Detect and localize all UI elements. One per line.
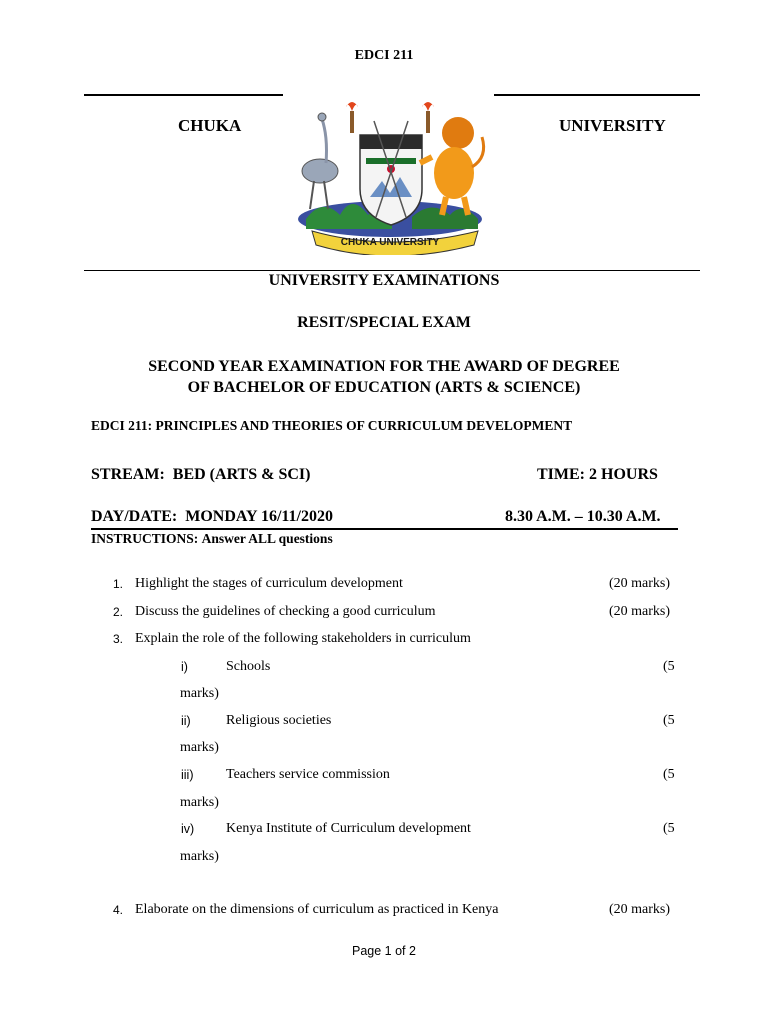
logo-torch-right [422, 102, 434, 111]
question-marks: (20 marks) [609, 576, 671, 591]
logo-ribbon-text: CHUKA UNIVERSITY [340, 237, 440, 248]
question-marks: (20 marks) [609, 604, 671, 619]
time-row [537, 466, 658, 484]
logo-ostrich [302, 113, 338, 209]
header-rule-left [84, 94, 283, 96]
question-text: Discuss the guidelines of checking a good curriculum [135, 604, 436, 619]
subitem-text: Kenya Institute of Curriculum development [226, 821, 471, 836]
university-name-right: UNIVERSITY [559, 116, 666, 135]
subitem-number: i) [181, 660, 188, 674]
instructions-text: Answer ALL questions [201, 531, 333, 546]
time-value: 2 HOURS [589, 466, 658, 483]
subitem-number: iv) [181, 822, 195, 836]
logo-torch-left [346, 102, 358, 111]
stream-value: BED (ARTS & SCI) [172, 466, 311, 483]
subitem-marks-close: marks) [180, 795, 219, 810]
stream-row [91, 466, 310, 484]
award-title-line1: SECOND YEAR EXAMINATION FOR THE AWARD OF DEGREE [148, 358, 620, 375]
subitem-marks-close: marks) [180, 849, 219, 864]
exam-hours: 8.30 A.M. – 10.30 A.M. [505, 508, 661, 525]
question-number: 2. [113, 605, 124, 619]
subitem-marks-close: marks) [180, 686, 219, 701]
question-number: 1. [113, 577, 124, 591]
daydate-row [91, 508, 333, 526]
question-number: 3. [113, 632, 124, 646]
daydate-label: DAY/DATE: [91, 508, 178, 525]
question-text: Elaborate on the dimensions of curriculum as practiced in Kenya [135, 902, 499, 917]
subitem-marks-open: (5 [663, 767, 675, 782]
subitem-text: Teachers service commission [226, 767, 390, 782]
subitem-number: ii) [181, 714, 191, 728]
award-title-line2: OF BACHELOR OF EDUCATION (ARTS & SCIENCE) [187, 379, 581, 396]
header-rule-right [494, 94, 700, 96]
university-name-left: CHUKA [178, 116, 242, 135]
subitem-text: Religious societies [226, 713, 332, 728]
daydate-value: MONDAY 16/11/2020 [185, 508, 333, 525]
page-number: Page 1 of 2 [352, 944, 416, 958]
subitem-marks-close: marks) [180, 740, 219, 755]
stream-label: STREAM: [91, 466, 165, 483]
time-label: TIME: [537, 466, 585, 483]
instructions [91, 531, 333, 547]
award-title [0, 356, 768, 398]
header-rule-full [84, 270, 700, 271]
instructions-label: INSTRUCTIONS: [91, 531, 199, 546]
subitem-marks-open: (5 [663, 659, 675, 674]
resit-title: RESIT/SPECIAL EXAM [297, 314, 471, 331]
exams-title: UNIVERSITY EXAMINATIONS [268, 272, 500, 289]
exam-code-header: EDCI 211 [354, 48, 414, 63]
course-title: EDCI 211: PRINCIPLES AND THEORIES OF CURRICULUM DEVELOPMENT [91, 418, 573, 433]
university-logo [282, 97, 496, 255]
question-text: Highlight the stages of curriculum development [135, 576, 403, 591]
question-marks: (20 marks) [609, 902, 671, 917]
subitem-marks-open: (5 [663, 821, 675, 836]
question-number: 4. [113, 903, 124, 917]
subitem-marks-open: (5 [663, 713, 675, 728]
question-text: Explain the role of the following stakeholders in curriculum [135, 631, 471, 646]
subitem-text: Schools [226, 659, 271, 674]
subitem-number: iii) [181, 768, 194, 782]
daydate-rule [91, 528, 678, 530]
